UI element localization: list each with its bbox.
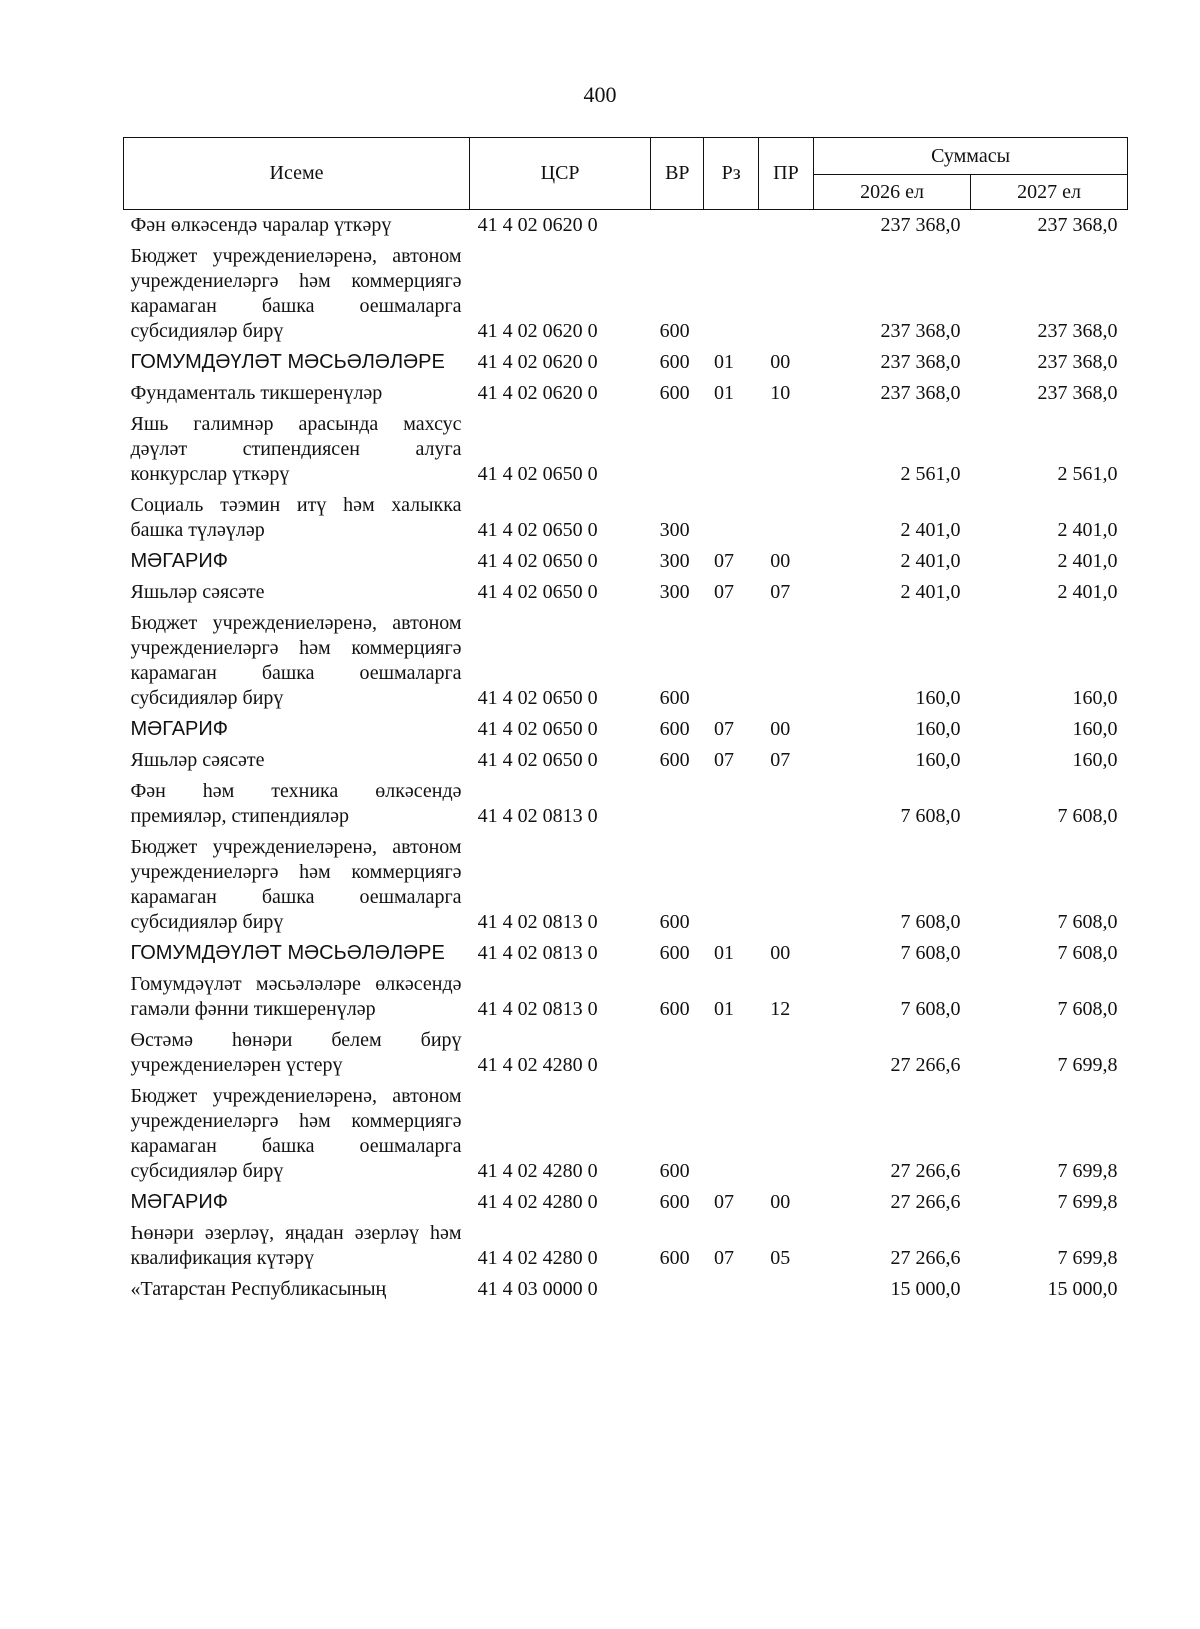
cell-pr: 00 bbox=[770, 718, 791, 740]
cell-sum-2027: 2 401,0 bbox=[1057, 581, 1118, 603]
cell-name: ГОМУМДӘҮЛӘТ МӘСЬӘЛӘЛӘРЕ bbox=[130, 942, 445, 964]
cell-vr: 600 bbox=[659, 998, 690, 1020]
cell-sum-2027: 7 699,8 bbox=[1057, 1247, 1118, 1269]
table-row bbox=[124, 378, 1128, 409]
cell-pr bbox=[758, 490, 813, 546]
cell-pr bbox=[758, 1025, 813, 1081]
cell-vr: 600 bbox=[659, 382, 690, 404]
cell-sum-2027: 7 608,0 bbox=[1057, 911, 1118, 933]
header-pr: ПР bbox=[758, 138, 813, 210]
cell-vr bbox=[651, 409, 704, 490]
table-row bbox=[124, 608, 1128, 714]
cell-name: ГОМУМДӘҮЛӘТ МӘСЬӘЛӘЛӘРЕ bbox=[130, 351, 445, 373]
header-name: Исеме bbox=[124, 138, 470, 210]
cell-name: Өстәмә һөнәри белем бирү учреждениеләрен үстерү bbox=[130, 1029, 462, 1076]
cell-vr: 600 bbox=[659, 687, 690, 709]
cell-pr: 12 bbox=[770, 998, 791, 1020]
table-row bbox=[124, 1081, 1128, 1187]
cell-sum-2026: 15 000,0 bbox=[890, 1278, 961, 1300]
cell-csr: 41 4 02 4280 0 bbox=[477, 1247, 598, 1269]
header-vr: ВР bbox=[651, 138, 704, 210]
cell-name: Яшьләр сәясәте bbox=[130, 581, 265, 603]
cell-csr: 41 4 02 4280 0 bbox=[477, 1191, 598, 1213]
cell-vr: 600 bbox=[659, 320, 690, 342]
page-number: 400 bbox=[583, 82, 617, 107]
cell-csr: 41 4 02 0650 0 bbox=[477, 749, 598, 771]
table-row bbox=[124, 1025, 1128, 1081]
cell-sum-2026: 7 608,0 bbox=[900, 998, 961, 1020]
cell-vr: 300 bbox=[659, 581, 690, 603]
cell-vr: 300 bbox=[659, 550, 690, 572]
cell-vr: 600 bbox=[659, 1247, 690, 1269]
cell-vr: 600 bbox=[659, 1191, 690, 1213]
cell-sum-2027: 2 401,0 bbox=[1057, 519, 1118, 541]
cell-sum-2026: 237 368,0 bbox=[880, 320, 961, 342]
cell-name: Бюджет учреждениеләренә, автоном учреждениеләргә һәм коммерциягә карамаган башка оешмаларга субсидияләр бирү bbox=[130, 1085, 462, 1182]
cell-sum-2027: 7 699,8 bbox=[1057, 1054, 1118, 1076]
cell-sum-2027: 160,0 bbox=[1072, 687, 1118, 709]
header-rz: Рз bbox=[704, 138, 758, 210]
cell-name: Яшь галимнәр арасында махсус дәүләт стипендиясен алуга конкурслар үткәрү bbox=[130, 413, 462, 485]
cell-sum-2026: 7 608,0 bbox=[900, 911, 961, 933]
cell-sum-2026: 2 401,0 bbox=[900, 519, 961, 541]
cell-rz bbox=[704, 1081, 758, 1187]
cell-name: Һөнәри әзерләү, яңадан әзерләү һәм квалификация күтәрү bbox=[130, 1222, 462, 1269]
cell-name: Яшьләр сәясәте bbox=[130, 749, 265, 771]
cell-pr: 07 bbox=[770, 749, 791, 771]
cell-pr bbox=[758, 608, 813, 714]
cell-sum-2027: 160,0 bbox=[1072, 749, 1118, 771]
cell-vr: 600 bbox=[659, 911, 690, 933]
table-row bbox=[124, 1187, 1128, 1218]
cell-vr bbox=[651, 1025, 704, 1081]
cell-csr: 41 4 02 0650 0 bbox=[477, 687, 598, 709]
cell-sum-2027: 2 561,0 bbox=[1057, 463, 1118, 485]
table-header bbox=[124, 138, 1128, 210]
cell-vr: 600 bbox=[659, 749, 690, 771]
cell-pr bbox=[758, 832, 813, 938]
cell-rz: 07 bbox=[713, 718, 734, 740]
cell-sum-2026: 27 266,6 bbox=[890, 1191, 961, 1213]
cell-csr: 41 4 02 0650 0 bbox=[477, 581, 598, 603]
table-row bbox=[124, 241, 1128, 347]
cell-rz bbox=[704, 1274, 758, 1305]
table-row bbox=[124, 1218, 1128, 1274]
cell-rz: 01 bbox=[713, 942, 734, 964]
cell-sum-2027: 7 608,0 bbox=[1057, 805, 1118, 827]
cell-rz: 01 bbox=[713, 382, 734, 404]
cell-sum-2026: 2 401,0 bbox=[900, 550, 961, 572]
cell-name: МӘГАРИФ bbox=[130, 718, 228, 740]
cell-name: Фән һәм техника өлкәсендә премияләр, стипендияләр bbox=[130, 780, 462, 827]
cell-name: Бюджет учреждениеләренә, автоном учреждениеләргә һәм коммерциягә карамаган башка оешмаларга субсидияләр бирү bbox=[130, 612, 462, 709]
budget-table bbox=[123, 137, 1128, 1305]
cell-sum-2026: 160,0 bbox=[915, 687, 961, 709]
cell-rz: 07 bbox=[713, 1247, 734, 1269]
cell-rz bbox=[704, 409, 758, 490]
cell-rz: 07 bbox=[713, 1191, 734, 1213]
table-row bbox=[124, 347, 1128, 378]
cell-rz: 01 bbox=[713, 998, 734, 1020]
cell-name: Фән өлкәсендә чаралар үткәрү bbox=[130, 214, 392, 236]
table-row bbox=[124, 577, 1128, 608]
cell-sum-2027: 15 000,0 bbox=[1047, 1278, 1118, 1300]
cell-name: Бюджет учреждениеләренә, автоном учреждениеләргә һәм коммерциягә карамаган башка оешмаларга субсидияләр бирү bbox=[130, 245, 462, 342]
cell-vr bbox=[651, 1274, 704, 1305]
cell-sum-2026: 27 266,6 bbox=[890, 1247, 961, 1269]
cell-sum-2027: 237 368,0 bbox=[1037, 382, 1118, 404]
cell-csr: 41 4 02 0620 0 bbox=[477, 320, 598, 342]
cell-pr: 00 bbox=[770, 351, 791, 373]
cell-pr: 00 bbox=[770, 1191, 791, 1213]
cell-rz bbox=[704, 210, 758, 242]
cell-pr bbox=[758, 241, 813, 347]
cell-sum-2027: 237 368,0 bbox=[1037, 214, 1118, 236]
cell-sum-2026: 160,0 bbox=[915, 749, 961, 771]
cell-pr: 10 bbox=[770, 382, 791, 404]
table-row bbox=[124, 969, 1128, 1025]
cell-name: МӘГАРИФ bbox=[130, 1191, 228, 1213]
cell-sum-2026: 7 608,0 bbox=[900, 805, 961, 827]
cell-csr: 41 4 02 0813 0 bbox=[477, 998, 598, 1020]
cell-pr bbox=[758, 409, 813, 490]
table-row bbox=[124, 776, 1128, 832]
cell-pr: 05 bbox=[770, 1247, 791, 1269]
cell-sum-2026: 237 368,0 bbox=[880, 351, 961, 373]
header-year-2026: 2026 ел bbox=[814, 175, 971, 210]
table-row bbox=[124, 714, 1128, 745]
table-body bbox=[124, 210, 1128, 1306]
cell-rz bbox=[704, 776, 758, 832]
cell-pr bbox=[758, 1081, 813, 1187]
cell-sum-2027: 7 608,0 bbox=[1057, 998, 1118, 1020]
cell-sum-2027: 7 699,8 bbox=[1057, 1191, 1118, 1213]
cell-sum-2027: 160,0 bbox=[1072, 718, 1118, 740]
cell-sum-2026: 2 561,0 bbox=[900, 463, 961, 485]
cell-csr: 41 4 02 4280 0 bbox=[477, 1160, 598, 1182]
cell-vr: 300 bbox=[659, 519, 690, 541]
cell-sum-2027: 2 401,0 bbox=[1057, 550, 1118, 572]
table-row bbox=[124, 409, 1128, 490]
cell-csr: 41 4 02 4280 0 bbox=[477, 1054, 598, 1076]
cell-rz bbox=[704, 241, 758, 347]
cell-sum-2027: 237 368,0 bbox=[1037, 320, 1118, 342]
cell-rz: 01 bbox=[713, 351, 734, 373]
cell-rz bbox=[704, 1025, 758, 1081]
cell-pr: 00 bbox=[770, 942, 791, 964]
cell-sum-2026: 7 608,0 bbox=[900, 942, 961, 964]
table-row bbox=[124, 490, 1128, 546]
cell-rz: 07 bbox=[713, 550, 734, 572]
cell-csr: 41 4 02 0813 0 bbox=[477, 911, 598, 933]
table-row bbox=[124, 745, 1128, 776]
cell-sum-2026: 27 266,6 bbox=[890, 1160, 961, 1182]
header-csr: ЦСР bbox=[470, 138, 651, 210]
cell-name: Бюджет учреждениеләренә, автоном учреждениеләргә һәм коммерциягә карамаган башка оешмаларга субсидияләр бирү bbox=[130, 836, 462, 933]
cell-name: «Татарстан Республикасының bbox=[130, 1278, 387, 1300]
cell-name: Гомумдәүләт мәсьәләләре өлкәсендә гамәли фәнни тикшеренүләр bbox=[130, 973, 462, 1020]
cell-sum-2026: 237 368,0 bbox=[880, 382, 961, 404]
cell-vr: 600 bbox=[659, 1160, 690, 1182]
cell-csr: 41 4 02 0813 0 bbox=[477, 805, 598, 827]
header-sums: Суммасы bbox=[814, 138, 1128, 175]
cell-sum-2026: 2 401,0 bbox=[900, 581, 961, 603]
cell-sum-2027: 7 699,8 bbox=[1057, 1160, 1118, 1182]
table-row bbox=[124, 546, 1128, 577]
cell-sum-2026: 237 368,0 bbox=[880, 214, 961, 236]
table-row bbox=[124, 210, 1128, 242]
cell-csr: 41 4 02 0620 0 bbox=[477, 382, 598, 404]
cell-vr bbox=[651, 776, 704, 832]
cell-rz bbox=[704, 490, 758, 546]
cell-vr bbox=[651, 210, 704, 242]
cell-csr: 41 4 03 0000 0 bbox=[477, 1278, 598, 1300]
header-year-2027: 2027 ел bbox=[971, 175, 1128, 210]
cell-rz bbox=[704, 832, 758, 938]
cell-csr: 41 4 02 0620 0 bbox=[477, 351, 598, 373]
table-row bbox=[124, 832, 1128, 938]
cell-pr bbox=[758, 776, 813, 832]
table-row bbox=[124, 938, 1128, 969]
cell-csr: 41 4 02 0650 0 bbox=[477, 463, 598, 485]
cell-pr: 07 bbox=[770, 581, 791, 603]
cell-rz bbox=[704, 608, 758, 714]
cell-vr: 600 bbox=[659, 942, 690, 964]
cell-csr: 41 4 02 0650 0 bbox=[477, 550, 598, 572]
cell-sum-2026: 160,0 bbox=[915, 718, 961, 740]
cell-sum-2027: 237 368,0 bbox=[1037, 351, 1118, 373]
cell-pr: 00 bbox=[770, 550, 791, 572]
cell-csr: 41 4 02 0813 0 bbox=[477, 942, 598, 964]
cell-vr: 600 bbox=[659, 351, 690, 373]
cell-vr: 600 bbox=[659, 718, 690, 740]
cell-csr: 41 4 02 0650 0 bbox=[477, 718, 598, 740]
cell-pr bbox=[758, 1274, 813, 1305]
cell-sum-2026: 27 266,6 bbox=[890, 1054, 961, 1076]
cell-sum-2027: 7 608,0 bbox=[1057, 942, 1118, 964]
cell-pr bbox=[758, 210, 813, 242]
cell-name: МӘГАРИФ bbox=[130, 550, 228, 572]
cell-csr: 41 4 02 0650 0 bbox=[477, 519, 598, 541]
cell-name: Социаль тәэмин итү һәм халыкка башка түләүләр bbox=[130, 494, 462, 541]
cell-name: Фундаменталь тикшеренүләр bbox=[130, 382, 383, 404]
cell-rz: 07 bbox=[713, 749, 734, 771]
table-row bbox=[124, 1274, 1128, 1305]
cell-csr: 41 4 02 0620 0 bbox=[477, 214, 598, 236]
cell-rz: 07 bbox=[713, 581, 734, 603]
